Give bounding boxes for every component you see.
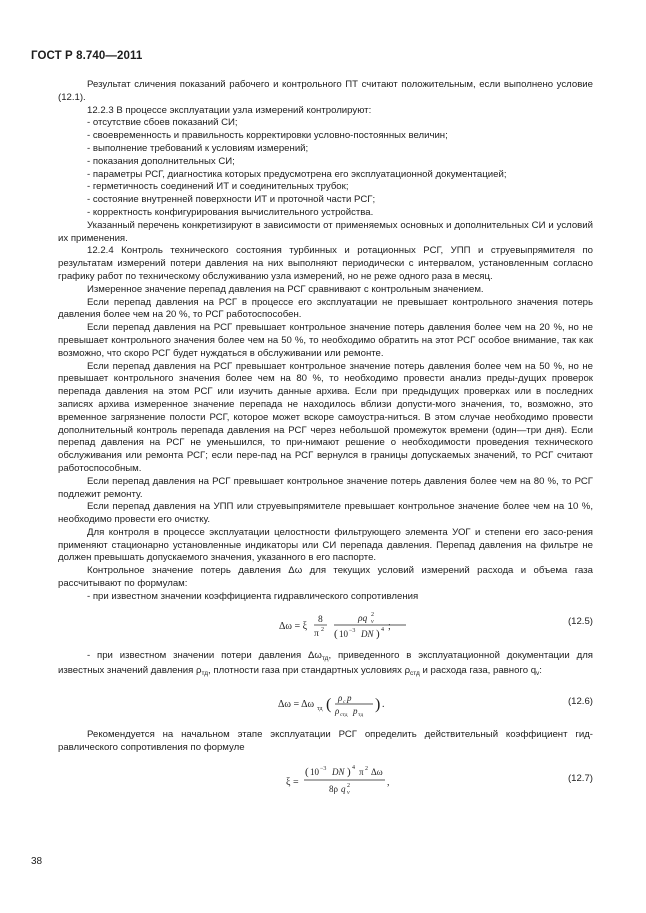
- paragraph: Для контроля в процессе эксплуатации целостности фильтрующего элемента УОГ и степени его засо-рения применяют стационарно установленные индикаторы или СИ перепада давления. Перепад давления на фильтре не должен превышать допускаемого значения, указанного в его паспорте.: [58, 526, 593, 564]
- svg-text:c: c: [343, 699, 346, 706]
- svg-text:): ): [375, 696, 381, 714]
- formula-12-5-graphic: [58, 606, 518, 646]
- paragraph: Если перепад давления на РСГ превышает контрольное значение потерь давления более чем на 50 %, но не превышает контрольного значения более чем на 80 %, то необходимо провести анализ преды-дущих проверок перепада давления на этом РСГ или изучить данные архива. Если при предыдущих проверках или в последних записях архива измеренное значение перепада не находилось вблизи допусти-мого значения, то, возможно, это временное загрязнение полости РСГ, которое может вскоре самоустра-ниться. В этом случае необходимо провести дополнительный контроль перепада давления на РСГ через небольшой промежуток времени (один—три дня). Если перепад давления на РСГ не уменьшился, то при-нимают решение о необходимости проведения технического обслуживания или ремонта РСГ; если пере-пад на РСГ вернулся в границы допускаемых значений, то РСГ считают работоспособным.: [58, 360, 593, 474]
- svg-text:10: 10: [310, 766, 319, 777]
- svg-text:(: (: [305, 765, 309, 778]
- svg-text:,: ,: [387, 776, 390, 788]
- paragraph: Рекомендуется на начальном этапе эксплуатации РСГ определить действительный коэффициент гид-равлического сопротивления по формуле: [58, 729, 593, 754]
- svg-text:.: .: [382, 699, 385, 711]
- list-item: - своевременность и правильность корректировки условно-постоянных величин;: [87, 130, 448, 142]
- svg-text:тд: тд: [317, 706, 323, 713]
- paragraph: Если перепад давления на РСГ в процессе его эксплуатации не превышает контрольного значения потерь давления более чем на 20 %, то РСГ работоспособен.: [58, 296, 593, 321]
- svg-text:2: 2: [347, 782, 350, 789]
- paragraph-pressure-loss: - при известном значении потери давления $\Delta\omega_{тд}$, приведенного в эксплуатационной документации для известных значений давления $\rho_{тд}$, плотности газа при стандартных условиях $\rho_{стд}$ и расхода газа, равного $q_v$:: [58, 649, 593, 678]
- list-item: - выполнение требований к условиям измерений;: [87, 142, 309, 154]
- formula-12-6-graphic: [58, 687, 518, 721]
- list-item: - состояние внутренней поверхности ИТ и проточной части РСГ;: [87, 194, 376, 206]
- svg-text:ρ: ρ: [338, 693, 343, 704]
- svg-text:8ρ: 8ρ: [329, 783, 338, 794]
- formula-12-5: [58, 606, 593, 646]
- list-item: - показания дополнительных СИ;: [87, 155, 235, 167]
- svg-text:;: ;: [388, 620, 391, 632]
- svg-text:p: p: [347, 693, 352, 704]
- formula-number: (12.7): [567, 772, 593, 784]
- paragraph: Если перепад давления на РСГ превышает контрольное значение потерь давления более чем на 20 %, но не превышает контрольного значения более чем на 50 %, то необходимо обратить на этот РСГ особое внимание, так как возможно, что скоро РСГ будет нуждаться в обслуживании или ремонте.: [58, 322, 593, 359]
- formula-12-7: [58, 761, 593, 801]
- formula-12-6: [58, 687, 593, 721]
- svg-text:ρq: ρq: [358, 613, 368, 624]
- paragraph: Если перепад давления на РСГ превышает контрольное значение потерь давления более чем на 80 %, то РСГ подлежит ремонту.: [58, 475, 593, 500]
- svg-text:ρ: ρ: [335, 706, 340, 717]
- svg-text:DN: DN: [332, 766, 345, 777]
- svg-text:10: 10: [339, 628, 348, 639]
- svg-text:4: 4: [381, 626, 384, 633]
- paragraph: - при известном значении коэффициента гидравлического сопротивления: [87, 590, 419, 602]
- paragraph: Указанный перечень конкретизируют в зависимости от применяемых основных и дополнительных СИ и условий их применения.: [58, 219, 593, 244]
- page-number: 38: [31, 856, 43, 867]
- paragraph: Результат сличения показаний рабочего и контрольного ПТ считают положительным, если выполнено условие (12.1).: [58, 79, 593, 103]
- paragraph: Контрольное значение потерь давления Δω для текущих условий измерений расхода и объема газа рассчитывают по формулам:: [58, 565, 593, 590]
- paragraph: Если перепад давления на УПП или струевыпрямителе превышает контрольное значение более чем на 10 %, необходимо провести его очистку.: [58, 501, 593, 526]
- list-item: - герметичность соединений ИТ и соединительных трубок;: [87, 181, 349, 193]
- svg-text:Δω = ξ: Δω = ξ: [279, 620, 308, 632]
- svg-text:): ): [347, 765, 351, 778]
- svg-text:v: v: [371, 618, 374, 625]
- svg-text:π: π: [314, 628, 319, 639]
- svg-text:2: 2: [365, 765, 368, 772]
- svg-text:−3: −3: [349, 627, 356, 634]
- svg-text:π: π: [359, 766, 364, 777]
- svg-text:p: p: [353, 706, 358, 717]
- svg-text:тд: тд: [358, 712, 364, 719]
- svg-text:DN: DN: [361, 628, 374, 639]
- main-text: [58, 79, 593, 805]
- formula-number: (12.6): [567, 696, 593, 708]
- svg-text:−3: −3: [320, 765, 327, 772]
- svg-text:8: 8: [318, 614, 323, 625]
- standard-id-header: ГОСТ Р 8.740—2011: [31, 50, 143, 62]
- formula-number: (12.5): [567, 615, 593, 627]
- svg-text:q: q: [341, 783, 346, 794]
- list-item: - параметры РСГ, диагностика которых предусмотрена его эксплуатационной документацией;: [87, 168, 507, 180]
- formula-12-7-graphic: [58, 761, 518, 801]
- svg-text:Δω = Δω: Δω = Δω: [278, 699, 315, 711]
- list-item: - корректность конфигурирования вычислительного устройства.: [87, 206, 374, 218]
- section-12-2-3: 12.2.3 В процессе эксплуатации узла измерений контролируют:: [87, 104, 372, 116]
- svg-text:v: v: [347, 789, 350, 796]
- svg-text:(: (: [334, 627, 338, 640]
- svg-text:стд: стд: [340, 712, 348, 719]
- svg-text:ξ =: ξ =: [286, 776, 299, 788]
- svg-text:4: 4: [352, 764, 355, 771]
- svg-text:2: 2: [371, 611, 374, 618]
- section-12-2-4: 12.2.4 Контроль технического состояния турбинных и ротационных РСГ, УПП и струевыпрямителя по результатам измерений потери давления на них выполняют периодически с интервалом, установленным согласно графику работ по техническому обслуживанию узла измерений, но не реже одного раза в месяц.: [58, 245, 593, 282]
- paragraph: Измеренное значение перепад давления на РСГ сравнивают с контрольным значением.: [87, 283, 484, 295]
- svg-text:2: 2: [321, 626, 324, 633]
- list-item: - отсутствие сбоев показаний СИ;: [87, 117, 238, 129]
- svg-text:Δω: Δω: [371, 766, 383, 777]
- svg-text:): ): [376, 627, 380, 640]
- svg-text:(: (: [326, 696, 332, 714]
